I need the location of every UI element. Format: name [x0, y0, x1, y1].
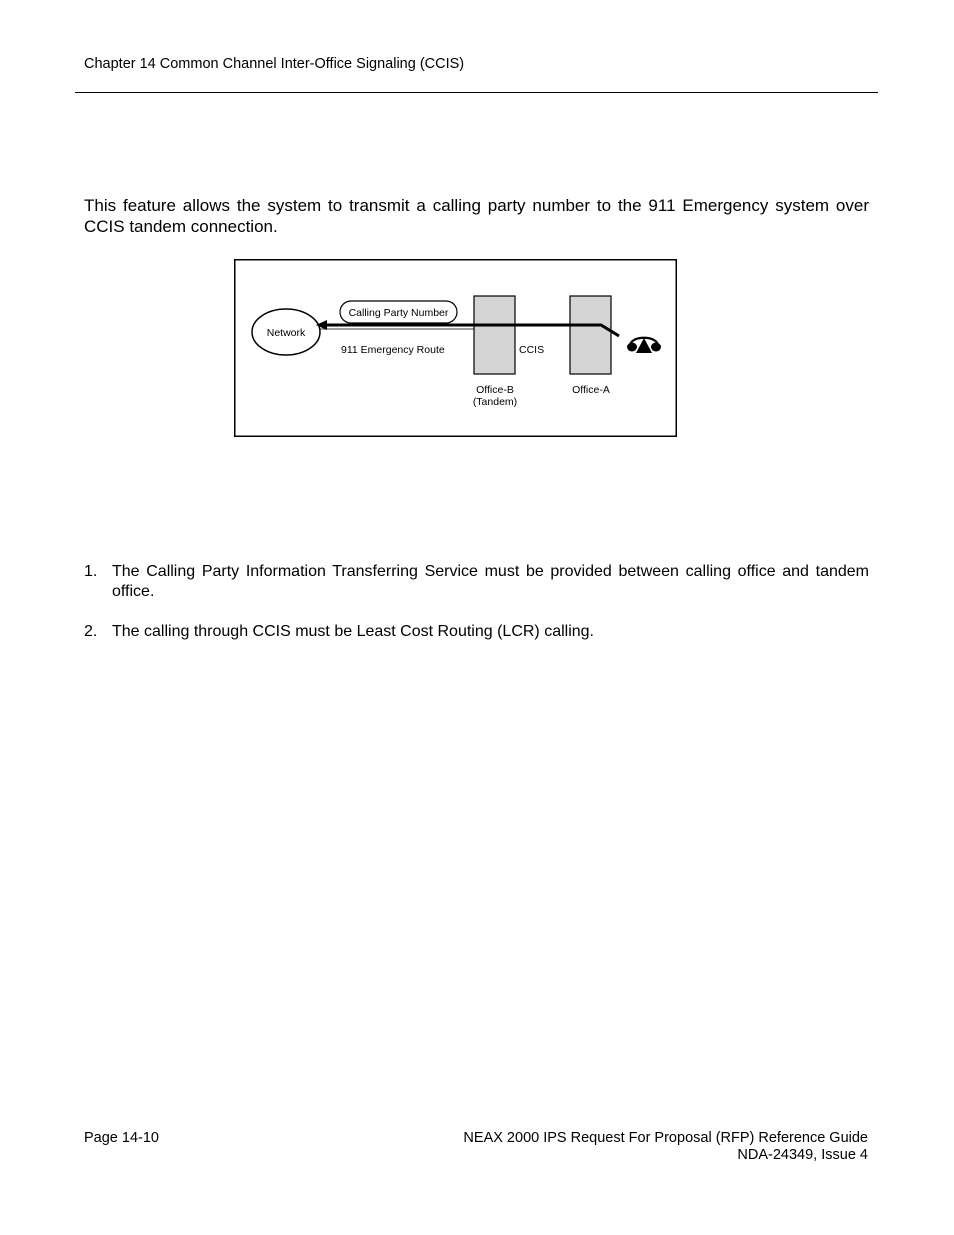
calling-party-number-label: Calling Party Number: [348, 307, 449, 319]
condition-text: The calling through CCIS must be Least Cost Routing (LCR) calling.: [112, 623, 594, 640]
condition-item: [84, 562, 869, 602]
ccis-911-diagram: [234, 259, 677, 437]
condition-text: The Calling Party Information Transferring Service must be provided between calling office and tandem office.: [112, 563, 869, 600]
office-a-label: Office-A: [572, 384, 610, 396]
condition-number: 2.: [84, 623, 98, 640]
ccis-label: CCIS: [519, 344, 545, 356]
route-label: 911 Emergency Route: [341, 344, 445, 356]
telephone-icon: [627, 338, 661, 353]
condition-item: [84, 622, 869, 642]
office-b-box: [474, 296, 515, 374]
network-label: Network: [266, 327, 306, 339]
document-id: NDA-24349, Issue 4: [737, 1147, 868, 1163]
office-b-label: Office-B: [476, 384, 514, 396]
header-divider: [75, 92, 878, 93]
footer-doc-info: [463, 1130, 868, 1164]
page-number: Page 14-10: [84, 1130, 159, 1146]
chapter-header: Chapter 14 Common Channel Inter-Office Signaling (CCIS): [84, 56, 465, 72]
guide-title: NEAX 2000 IPS Request For Proposal (RFP) Reference Guide: [463, 1130, 868, 1146]
condition-number: 1.: [84, 563, 98, 580]
office-b-tandem-label: (Tandem): [472, 396, 518, 408]
intro-paragraph: This feature allows the system to transmit a calling party number to the 911 Emergency system over CCIS tandem connection.: [84, 196, 869, 236]
office-a-box: [570, 296, 611, 374]
